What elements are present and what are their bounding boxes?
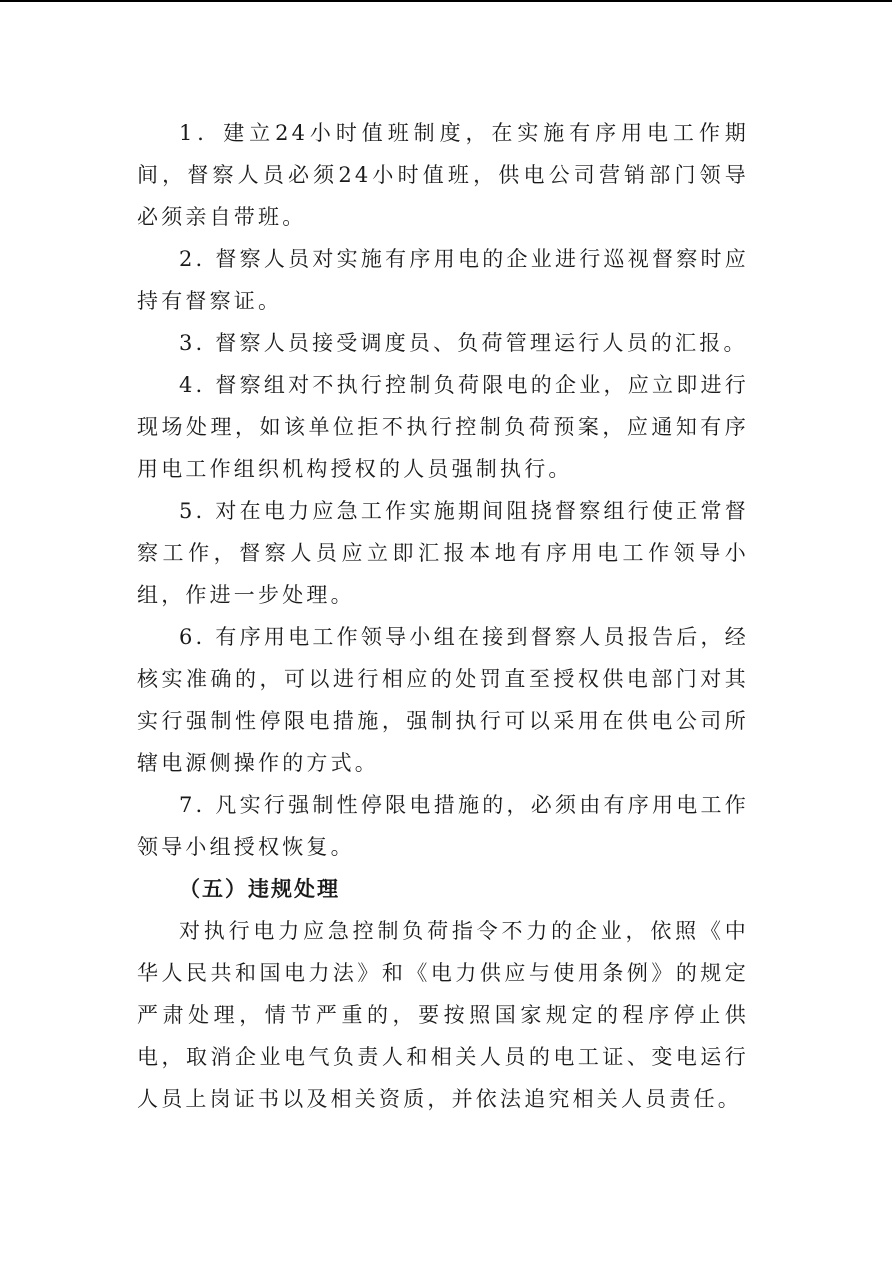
paragraph-1: 1．建立24小时值班制度，在实施有序用电工作期间，督察人员必须24小时值班，供电公司营销部门领导必须亲自带班。 <box>137 121 749 229</box>
paragraph-7: 7. 凡实行强制性停限电措施的，必须由有序用电工作领导小组授权恢复。 <box>137 793 749 859</box>
paragraph-5: 5. 对在电力应急工作实施期间阻挠督察组行使正常督察工作，督察人员应立即汇报本地有序用电工作领导小组，作进一步处理。 <box>137 499 749 607</box>
paragraph-3: 3. 督察人员接受调度员、负荷管理运行人员的汇报。 <box>179 331 748 355</box>
closing-paragraph: 对执行电力应急控制负荷指令不力的企业，依照《中华人民共和国电力法》和《电力供应与使用条例》的规定严肃处理，情节严重的，要按照国家规定的程序停止供电，取消企业电气负责人和相关人员的电工证、变电运行人员上岗证书以及相关资质，并依法追究相关人员责任。 <box>137 919 749 1111</box>
paragraph-4: 4. 督察组对不执行控制负荷限电的企业，应立即进行现场处理，如该单位拒不执行控制负荷预案，应通知有序用电工作组织机构授权的人员强制执行。 <box>137 373 749 481</box>
paragraph-6: 6. 有序用电工作领导小组在接到督察人员报告后，经核实准确的，可以进行相应的处罚直至授权供电部门对其实行强制性停限电措施，强制执行可以采用在供电公司所辖电源侧操作的方式。 <box>137 625 749 775</box>
paragraph-2: 2. 督察人员对实施有序用电的企业进行巡视督察时应持有督察证。 <box>137 247 749 313</box>
document-body <box>137 112 749 1120</box>
section-heading: （五）违规处理 <box>179 876 340 901</box>
